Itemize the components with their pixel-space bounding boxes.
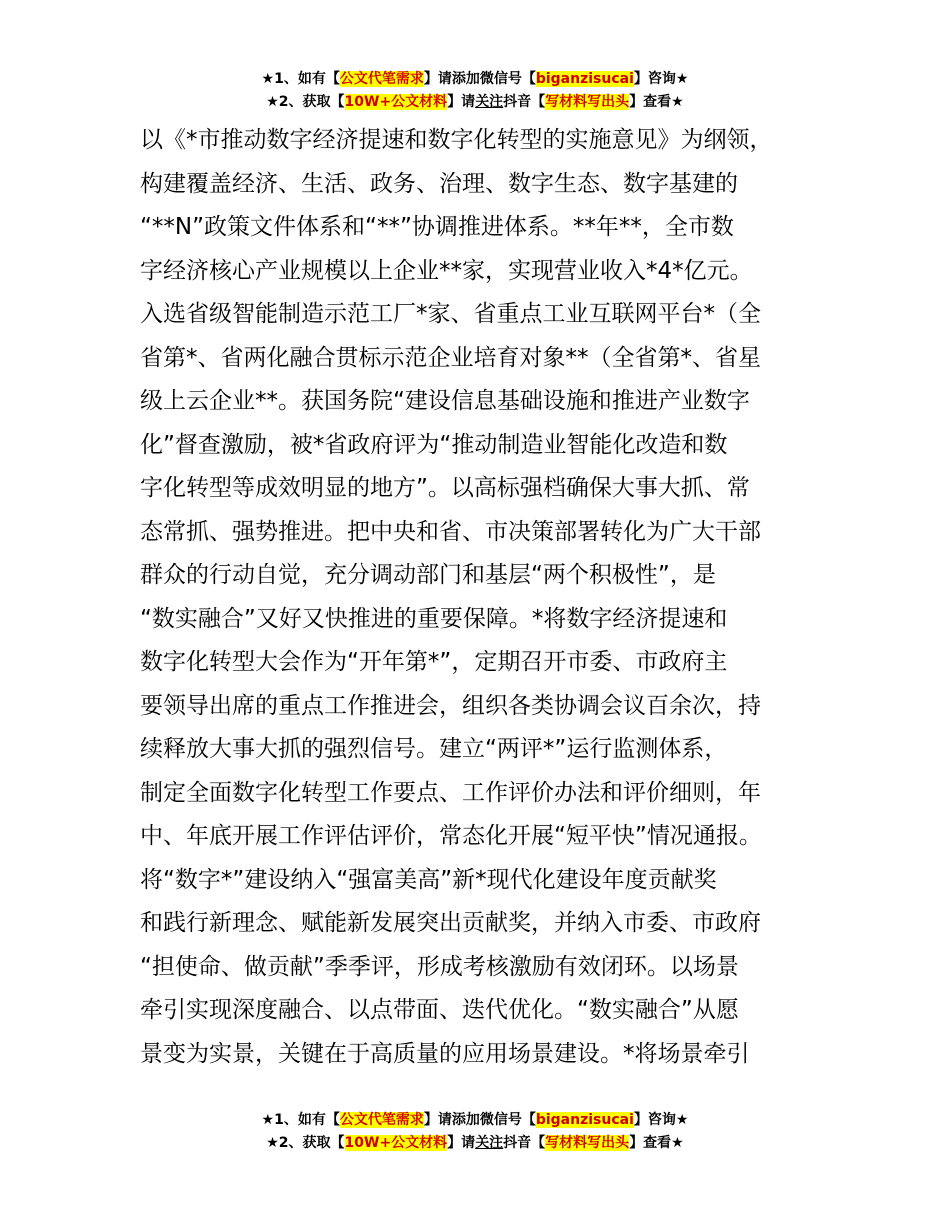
highlight-materials: 10W+公文材料 xyxy=(344,94,448,110)
banner-text: 】查看★ xyxy=(629,1135,684,1151)
banner-text: 抖音【 xyxy=(503,1135,546,1151)
banner-text: 】请 xyxy=(447,1135,476,1151)
highlight-douyin-account: 写材料写出头 xyxy=(545,94,630,110)
banner-text: 微信号【 xyxy=(479,71,536,87)
banner-text: 】请 xyxy=(423,1112,452,1128)
body-text-line: “**N”政策文件体系和“**”协调推进体系。**年**，全市数 xyxy=(140,214,734,240)
body-text-line: 级上云企业**。获国务院“建设信息基础设施和推进产业数字 xyxy=(140,388,750,414)
body-text-line: 牵引实现深度融合、以点带面、迭代优化。“数实融合”从愿 xyxy=(140,997,739,1023)
banner-text: 】请 xyxy=(447,94,476,110)
banner-emphasis: 关注 xyxy=(475,94,504,110)
banner-text: ★2、获取【 xyxy=(266,94,345,110)
footer-banner xyxy=(0,1109,950,1155)
body-text-line: 景变为实景，关键在于高质量的应用场景建设。*将场景牵引 xyxy=(140,1040,750,1067)
banner-text: 】查看★ xyxy=(629,94,684,110)
banner-text: 】咨询★ xyxy=(633,1112,689,1128)
body-text-line: 入选省级智能制造示范工厂*家、省重点工业互联网平台*（全 xyxy=(140,301,761,327)
highlight-wechat-id: biganzisucai xyxy=(535,1112,634,1128)
banner-text: 】请 xyxy=(423,71,452,87)
highlight-service: 公文代笔需求 xyxy=(339,1112,424,1128)
highlight-service: 公文代笔需求 xyxy=(339,71,424,87)
banner-text: 抖音【 xyxy=(503,94,546,110)
body-text-line: 字经济核心产业规模以上企业**家，实现营业收入*4*亿元。 xyxy=(140,257,753,284)
banner-text: ★2、获取【 xyxy=(266,1135,345,1151)
banner-text: 】咨询★ xyxy=(633,71,689,87)
body-text-line: 和践行新理念、赋能新发展突出贡献奖，并纳入市委、市政府 xyxy=(140,910,761,936)
body-text-line: 省第*、省两化融合贯标示范企业培育对象**（全省第*、省星 xyxy=(140,344,761,371)
body-text-line: 化”督查激励，被*省政府评为“推动制造业智能化改造和数 xyxy=(140,431,728,458)
body-text-line: 制定全面数字化转型工作要点、工作评价办法和评价细则，年 xyxy=(140,779,761,806)
body-text-line: 中、年底开展工作评估评价，常态化开展“短平快”情况通报。 xyxy=(140,823,762,849)
body-text-line: 态常抓、强势推进。把中央和省、市决策部署转化为广大干部 xyxy=(140,518,761,545)
body-text-line: 构建覆盖经济、生活、政务、治理、数字生态、数字基建的 xyxy=(140,170,738,197)
body-text-line: 将“数字*”建设纳入“强富美高”新*现代化建设年度贡献奖 xyxy=(140,866,717,893)
body-text-line: 字化转型等成效明显的地方”。以高标强档确保大事大抓、常 xyxy=(140,475,750,501)
banner-text: ★1、如有【 xyxy=(261,1112,340,1128)
footer-banner-line-1 xyxy=(0,1109,950,1132)
body-text-line: 续释放大事大抓的强烈信号。建立“两评*”运行监测体系， xyxy=(140,736,728,762)
header-banner xyxy=(0,68,950,114)
body-text-line: “数实融合”又好又快推进的重要保障。*将数字经济提速和 xyxy=(140,605,728,632)
banner-text: ★1、如有【 xyxy=(261,71,340,87)
body-text-line: 群众的行动自觉，充分调动部门和基层“两个积极性”，是 xyxy=(140,562,716,588)
banner-text: 微信号【 xyxy=(479,1112,536,1128)
highlight-douyin-account: 写材料写出头 xyxy=(545,1135,630,1151)
banner-emphasis: 添加 xyxy=(451,1112,480,1128)
body-text-line: 要领导出席的重点工作推进会，组织各类协调会议百余次，持 xyxy=(140,692,761,719)
banner-emphasis: 关注 xyxy=(475,1135,504,1151)
body-text-line: 数字化转型大会作为“开年第*”，定期召开市委、市政府主 xyxy=(140,649,728,675)
body-text-line: “担使命、做贡献”季季评，形成考核激励有效闭环。以场景 xyxy=(140,953,739,980)
highlight-wechat-id: biganzisucai xyxy=(535,71,634,87)
footer-banner-line-2 xyxy=(0,1132,950,1155)
highlight-materials: 10W+公文材料 xyxy=(344,1135,448,1151)
header-banner-line-2 xyxy=(0,91,950,114)
banner-emphasis: 添加 xyxy=(451,71,480,87)
body-text-line: 以《*市推动数字经济提速和数字化转型的实施意见》为纲领， xyxy=(140,127,773,153)
header-banner-line-1 xyxy=(0,68,950,91)
document-body xyxy=(140,119,830,1076)
